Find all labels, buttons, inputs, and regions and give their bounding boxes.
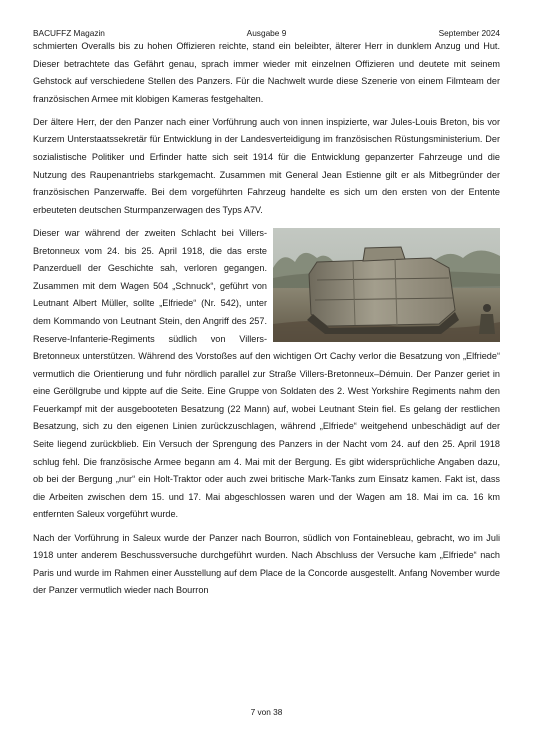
paragraph-3: Dieser war während der zweiten Schlacht bei Villers-Bretonneux vom 24. bis 25. April 1918, die das erste Panzerduell der Geschichte sah, verloren gegangen. Zusammen mit dem Wagen 504 „Schnuck“, geführt von Leutnant Albert Müller, sollte „Elfriede“ (Nr. 542), unter dem Kommando von Leutnant Stein, den Angriff des 257. Reserve-Infanterie-Regiments südlich von Villers-Bretonneux unterstützen. Während des Vorstoßes auf den wichtigen Ort Cachy verlor die Besatzung von „Elfriede“ vermutlich die Orientierung und fuhr nördlich parallel zur Straße Villers-Bretonneux–Démuin. Der Panzer geriet in eine Geröllgrube und kippte auf die Seite. Eine Gruppe von Soldaten des 2. West Yorkshire Regiments nahm den Feuerkampf mit der ausgebooteten Besatzung (22 Mann) auf, wobei Leutnant Stein fiel. Es gelang der restlichen Besatzung, sich zu den eigenen Linien zurückzuschlagen, während „Elfriede“ weitgehend unbeschädigt auf der Seite liegend zurückblieb. Ein Versuch der Sprengung des Panzers in der Nacht vom 24. auf den 25. April 1918 schlug fehl. Die französische Armee begann am 4. Mai mit der Bergung. Es gibt widersprüchliche Angaben dazu, ob bei der Bergung „nur“ ein Holt-Traktor oder auch zwei britische Mark-Tanks zum Einsatz kamen. Fakt ist, dass die Arbeiten zwischen dem 15. und 17. Mai abgeschlossen waren und der Wagen am 18. Mai im ca. 16 km entfernten Saleux vorgeführt wurde. [33,227,500,520]
issue-number: Ausgabe 9 [246,28,287,38]
paragraph-2: Der ältere Herr, der den Panzer nach einer Vorführung auch von innen inspizierte, war Jules-Louis Breton, bis vor Kurzem Unterstaatssekretär für Entwicklung in der Landesverteidigung im französischen Rüstungsministerium. Der sozialistische Politiker und Erfinder hatte sich seit 1914 für die Entwicklung gepanzerter Fahrzeuge und die Nutzung des Raupenantriebs starkgemacht. Zusammen mit General Jean Estienne gilt er als Mitbegründer der französischen Panzerwaffe. Bei dem vorgeführten Fahrzeug handelte es sich um den ersten von der Entente erbeuteten deutschen Sturmpanzerwagen des Typs A7V. [33,116,500,215]
paragraph-3-block [33,225,500,524]
a7v-tank-photo [273,228,500,342]
magazine-name: BACUFFZ Magazin [33,28,105,38]
paragraph-4: Nach der Vorführung in Saleux wurde der Panzer nach Bourron, südlich von Fontainebleau, gebracht, wo im Juli 1918 unter anderem Beschussversuche durchgeführt wurden. Nach Abschluss der Versuche kam „Elfriede“ nach Paris und wurde im Rahmen einer Ausstellung auf dem Place de la Concorde ausgestellt. Anfang November wurde der Panzer vermutlich wieder nach Bourron [33,532,500,596]
issue-date: September 2024 [438,28,500,38]
paragraph-1: schmierten Overalls bis zu hohen Offizieren reichte, stand ein beleibter, älterer Herr in dunklem Anzug und Hut. Dieser betrachtete das Gefährt genau, sprach immer wieder mit einzelnen Offizieren und deutete mit seinem Gehstock auf verschiedene Stellen des Panzers. Für die Nachwelt wurde diese Szenerie von einem Filmteam der französischen Armee mit klobigen Kameras festgehalten. [33,41,500,104]
tank-photo-illustration [273,228,500,342]
article-body [33,38,500,600]
page-number: 7 von 38 [250,707,283,717]
